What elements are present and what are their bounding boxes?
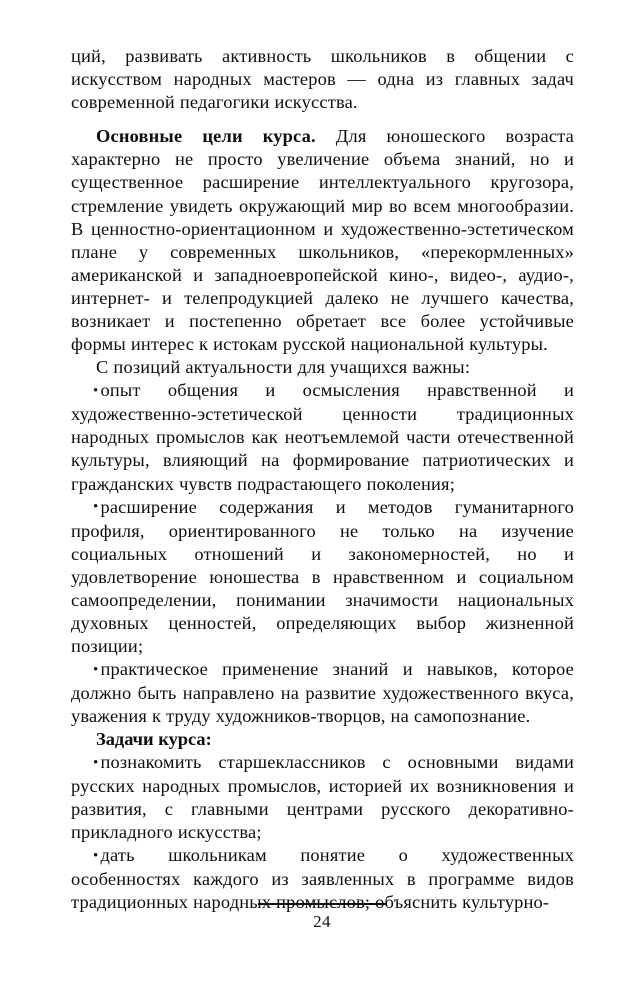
paragraph-continued-opening: ций, развивать активность школьников в общении с искусством народных мастеров — одна из главных задач современной педагогики искусства. [71, 46, 574, 113]
list-item-bullet-4-text: познакомить старшеклассников с основными видами русских народных промыслов, историей их возникновения и развития, с главными центрами русского декоративно-прикладного искусства; [71, 752, 574, 843]
bullet-icon: • [93, 499, 99, 516]
list-item-bullet-5-text: дать школьникам понятие о художественных особенностях каждого из заявленных в программе видов традиционных народных промыслов; объяснить культурно- [71, 845, 574, 913]
list-item-bullet-1-text: опыт общения и осмысления нравственной и художественно-эстетической ценности традиционных народных промыслов как неотъемлемой части отечественной культуры, влияющий на формирование патриотических и гражданских чувств подрастающего поколения; [71, 380, 574, 494]
bullet-icon: • [93, 755, 99, 772]
list-item-bullet-2-text: расширение содержания и методов гуманитарного профиля, ориентированного не только на изучение социальных отношений и закономерностей, но и удовлетворение юношества в нравственном и социальном самоопределении, понимании значимости национальных духовных ценностей, определяющих выбор жизненной позиции; [71, 496, 574, 656]
list-item-bullet-3 [71, 658, 574, 728]
bullet-icon: • [93, 383, 99, 400]
list-item-bullet-2 [71, 496, 574, 658]
bullet-icon: • [93, 661, 99, 678]
paragraph-relevance-intro: С позиций актуальности для учащихся важны: [96, 357, 471, 378]
page-number: 24 [313, 912, 331, 931]
bullet-icon: • [93, 848, 99, 865]
page-footer [0, 903, 644, 932]
list-item-bullet-1 [71, 379, 574, 495]
heading-course-tasks: Задачи курса: [96, 729, 212, 750]
list-item-bullet-3-text: практическое применение знаний и навыков, которое должно быть направлено на развитие художественного вкуса, уважения к труду художников-творцов, на самопознание. [71, 659, 574, 727]
list-item-bullet-4 [71, 751, 574, 844]
run-in-heading-main-goals: Основные цели курса. [96, 126, 316, 147]
text-column [71, 45, 574, 915]
paragraph-main-goals-text: Для юношеского возраста характерно не просто увеличение объема знаний, но и существенное расширение интеллектуального кругозора, стремление увидеть окружающий мир во всем многообразии. В ценностно-ориентационном и художественно-эстетическом плане у современных школьников, «перекормленных» американской и западноевропейской кино-, видео-, аудио-, интернет- и телепродукцией далеко не лучшего качества, возникает и постепенно обретает все более устойчивые формы интерес к истокам русской национальной культуры. [71, 126, 574, 355]
footer-divider [258, 903, 386, 905]
paragraph-main-goals [71, 125, 574, 356]
